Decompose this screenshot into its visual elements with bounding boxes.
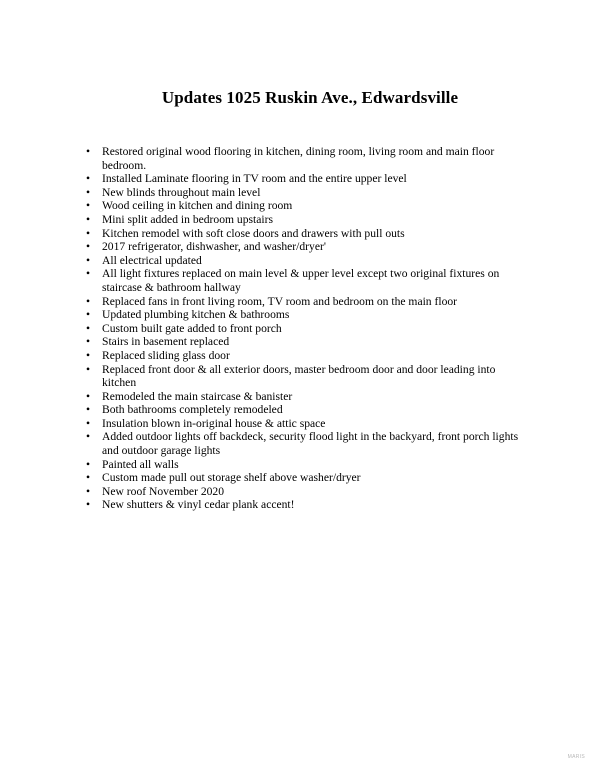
list-item-text: Custom made pull out storage shelf above washer/dryer [102,471,361,485]
list-item-text: Added outdoor lights off backdeck, security flood light in the backyard, front porch lights and outdoor garage lights [102,430,519,458]
list-item-text: All light fixtures replaced on main level & upper level except two original fixtures on staircase & bathroom hallway [102,267,500,294]
bullet-icon: • [86,484,91,498]
list-item [86,308,526,322]
bullet-icon: • [86,430,91,444]
list-item-text: New shutters & vinyl cedar plank accent! [102,498,295,512]
watermark: MARIS [567,754,585,760]
list-item [86,186,526,200]
bullet-icon: • [86,335,91,349]
list-item-text: Mini split added in bedroom upstairs [102,212,273,226]
list-item [86,349,526,363]
list-item-text: Painted all walls [102,457,179,471]
bullet-icon: • [86,185,91,199]
bullet-icon: • [86,321,91,335]
list-item [86,295,526,309]
bullet-icon: • [86,226,91,240]
list-item-text: New blinds throughout main level [102,185,261,199]
list-item [86,240,526,254]
bullet-icon: • [86,457,91,471]
list-item [86,403,526,417]
bullet-icon: • [86,348,91,362]
list-item [86,254,526,268]
list-item [86,498,526,512]
list-item [86,267,526,294]
list-item-text: Installed Laminate flooring in TV room and the entire upper level [102,172,407,186]
list-item [86,172,526,186]
bullet-icon: • [86,212,91,226]
list-item-text: Both bathrooms completely remodeled [102,403,283,417]
list-item-text: Wood ceiling in kitchen and dining room [102,199,293,213]
list-item [86,335,526,349]
list-item-text: All electrical updated [102,253,202,267]
list-item [86,363,526,390]
list-item [86,322,526,336]
bullet-icon: • [86,389,91,403]
list-item [86,227,526,241]
bullet-icon: • [86,199,91,213]
bullet-icon: • [86,294,91,308]
list-item-text: New roof November 2020 [102,484,225,498]
bullet-icon: • [86,403,91,417]
list-item [86,485,526,499]
bullet-icon: • [86,362,91,376]
bullet-icon: • [86,498,91,512]
bullet-icon: • [86,172,91,186]
bullet-icon: • [86,308,91,322]
list-item-text: Replaced sliding glass door [102,348,230,362]
list-item-text: Insulation blown in-original house & attic space [102,416,326,430]
list-item-text: 2017 refrigerator, dishwasher, and washer/dryer' [102,240,326,254]
updates-list [86,145,526,512]
list-item-text: Remodeled the main staircase & banister [102,389,293,403]
list-item [86,471,526,485]
bullet-icon: • [86,471,91,485]
list-item-text: Updated plumbing kitchen & bathrooms [102,308,290,322]
bullet-icon: • [86,240,91,254]
list-item-text: Stairs in basement replaced [102,335,230,349]
list-item [86,417,526,431]
list-item [86,390,526,404]
document-title: Updates 1025 Ruskin Ave., Edwardsville [161,88,459,107]
bullet-icon: • [86,145,91,158]
bullet-icon: • [86,267,91,281]
list-item [86,145,526,172]
list-item-text: Custom built gate added to front porch [102,321,282,335]
bullet-icon: • [86,416,91,430]
list-item-text: Restored original wood flooring in kitchen, dining room, living room and main floor bedroom. [102,145,495,172]
list-item [86,458,526,472]
list-item-text: Replaced front door & all exterior doors, master bedroom door and door leading into kitchen [102,362,496,390]
list-item [86,213,526,227]
bullet-icon: • [86,253,91,267]
list-item-text: Kitchen remodel with soft close doors and drawers with pull outs [102,226,405,240]
list-item [86,199,526,213]
list-item [86,430,526,457]
list-item-text: Replaced fans in front living room, TV room and bedroom on the main floor [102,294,458,308]
